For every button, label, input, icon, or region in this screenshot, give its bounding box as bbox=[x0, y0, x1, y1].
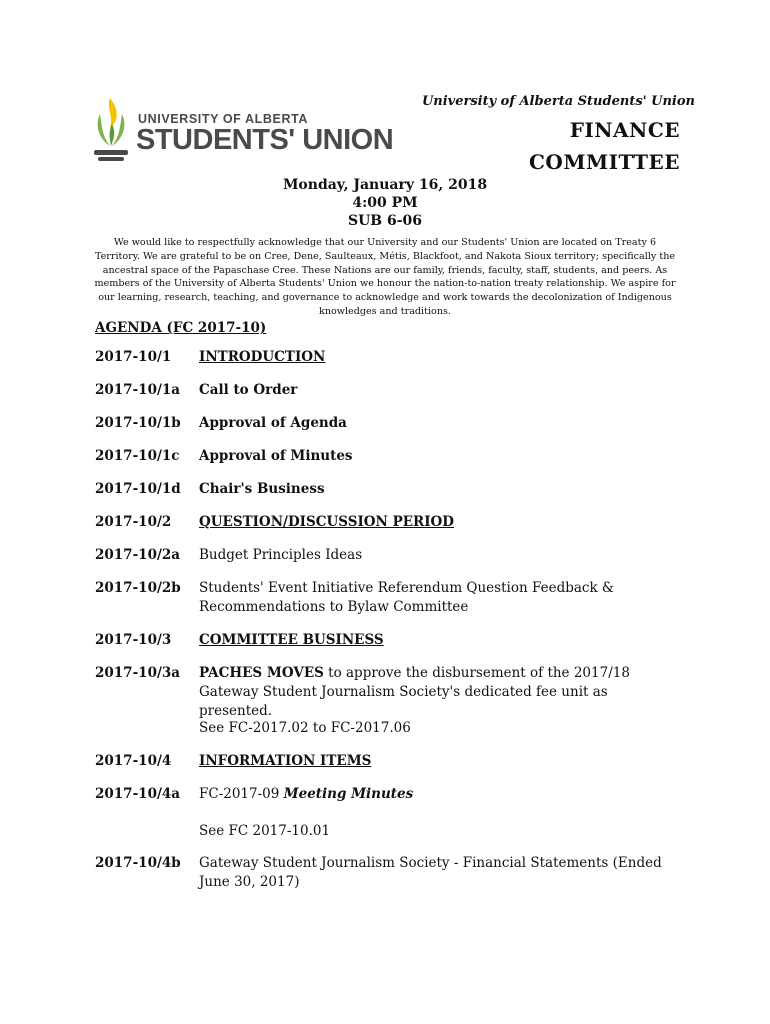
agenda-item-number: 2017-10/1d bbox=[95, 481, 181, 497]
organization-name: University of Alberta Students' Union bbox=[421, 94, 695, 109]
agenda-item-number: 2017-10/1b bbox=[95, 415, 181, 431]
agenda-item-number: 2017-10/2 bbox=[95, 514, 172, 530]
document-code: FC-2017-09 bbox=[199, 786, 284, 802]
agenda-item-number: 2017-10/1a bbox=[95, 382, 181, 398]
motion-text: to approve the disbursement of the 2017/18 Gateway Student Journalism Society's dedicated fee unit as presented. bbox=[199, 665, 630, 719]
agenda-item-number: 2017-10/3a bbox=[95, 665, 181, 681]
agenda-item-text: Gateway Student Journalism Society - Financial Statements (Ended June 30, 2017) bbox=[199, 855, 662, 890]
students-union-logo bbox=[90, 94, 394, 166]
meeting-info bbox=[0, 176, 770, 230]
meeting-date: Monday, January 16, 2018 bbox=[282, 177, 488, 193]
agenda-item-text: Chair's Business bbox=[199, 481, 325, 497]
agenda-item-number: 2017-10/3 bbox=[95, 632, 172, 648]
agenda-item-number: 2017-10/4a bbox=[95, 786, 181, 802]
agenda-item-text: Call to Order bbox=[199, 382, 298, 398]
committee-title-line2: COMMITTEE bbox=[528, 150, 680, 174]
agenda-item-number: 2017-10/2b bbox=[95, 580, 181, 596]
agenda-item-text: Students' Event Initiative Referendum Question Feedback & Recommendations to Bylaw Committee bbox=[199, 580, 614, 615]
agenda-item-number: 2017-10/4 bbox=[95, 753, 172, 769]
agenda-item-note: See FC 2017-10.01 bbox=[199, 823, 331, 839]
agenda-item-text: INTRODUCTION bbox=[199, 349, 326, 365]
agenda-item-text: INFORMATION ITEMS bbox=[199, 753, 372, 769]
agenda-item-number: 2017-10/4b bbox=[95, 855, 181, 871]
agenda-item-note: See FC-2017.02 to FC-2017.06 bbox=[199, 720, 411, 736]
committee-title-line1: FINANCE bbox=[569, 118, 680, 142]
motion-mover: PACHES MOVES bbox=[199, 665, 324, 681]
agenda-item-number: 2017-10/1 bbox=[95, 349, 172, 365]
agenda-item-text bbox=[199, 785, 669, 804]
agenda-item-text: Budget Principles Ideas bbox=[199, 547, 363, 563]
committee-title bbox=[480, 114, 680, 178]
agenda-item-number: 2017-10/2a bbox=[95, 547, 181, 563]
agenda-item-text: QUESTION/DISCUSSION PERIOD bbox=[199, 514, 455, 530]
agenda-item-text: COMMITTEE BUSINESS bbox=[199, 632, 384, 648]
meeting-location: SUB 6-06 bbox=[347, 213, 423, 229]
agenda-item-text: Approval of Agenda bbox=[199, 415, 347, 431]
flame-icon bbox=[90, 94, 134, 166]
meeting-time: 4:00 PM bbox=[352, 195, 418, 211]
document-title: Meeting Minutes bbox=[283, 786, 414, 802]
logo-university-text: UNIVERSITY OF ALBERTA bbox=[138, 112, 309, 126]
agenda-item-text: Approval of Minutes bbox=[199, 448, 353, 464]
agenda-heading: AGENDA (FC 2017-10) bbox=[95, 320, 267, 336]
agenda-item-text bbox=[199, 664, 669, 721]
land-acknowledgement: We would like to respectfully acknowledge that our University and our Students' Union are located on Treaty 6 Territory. We are grateful to be on Cree, Dene, Saulteaux, Métis, Blackfoot, and Nakota Sioux territory; specifically the ancestral space of the Papaschase Cree. These Nations are our family, friends, faculty, staff, students, and peers. As members of the University of Alberta Students' Union we honour the nation-to-nation treaty relationship. We aspire for our learning, research, teaching, and governance to acknowledge and work towards the decolonization of Indigenous knowledges and traditions. bbox=[94, 237, 676, 317]
logo-students-union-text: STUDENTS' UNION bbox=[136, 124, 394, 156]
agenda-item-number: 2017-10/1c bbox=[95, 448, 180, 464]
